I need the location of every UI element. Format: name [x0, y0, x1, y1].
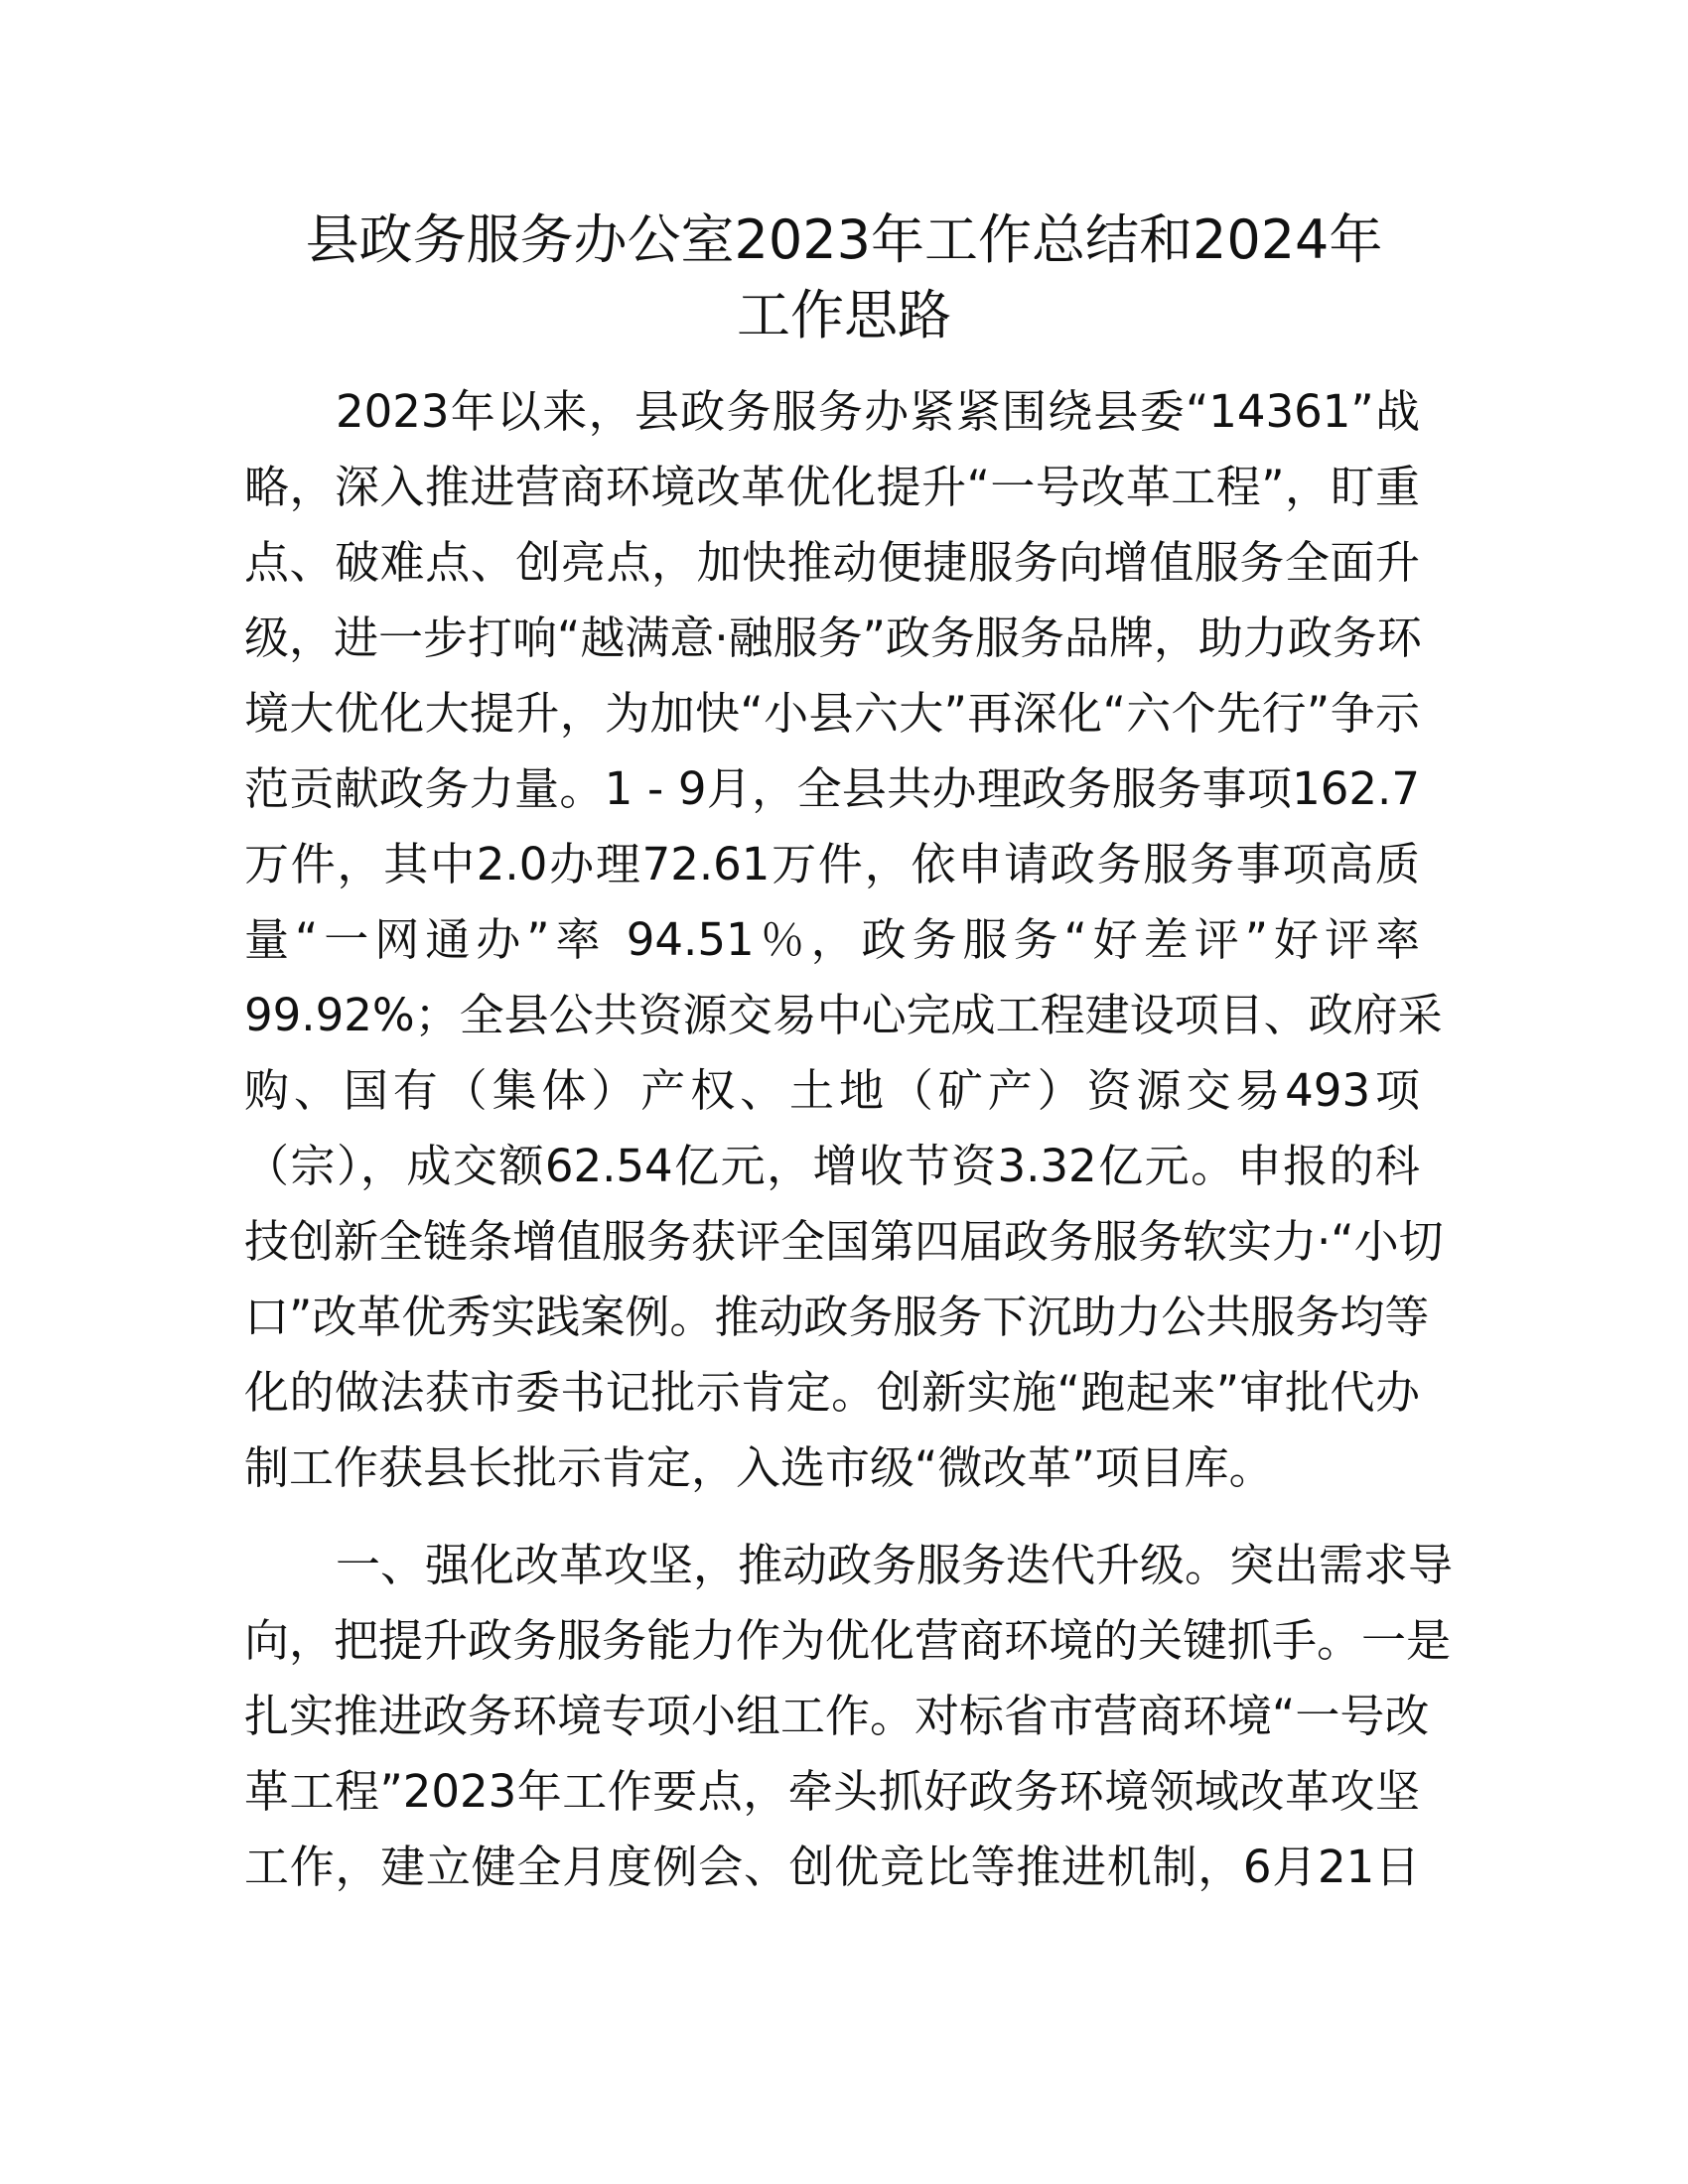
paragraph-reform	[244, 1528, 1454, 1905]
text-line: 2023年以来，县政务服务办紧紧围绕县委“14361”战	[336, 385, 1420, 438]
text-line: 万件，其中2.0办理72.61万件，依申请政务服务事项高质	[244, 838, 1420, 890]
text-line: 购、国有（集体）产权、土地（矿产）资源交易493项	[244, 1064, 1420, 1117]
text-line: 范贡献政务力量。1 - 9月，全县共办理政务服务事项162.7	[244, 762, 1420, 815]
text-line: 工作，建立健全月度例会、创优竞比等推进机制，6月21日	[244, 1841, 1420, 1893]
paragraph-summary	[244, 374, 1444, 1506]
text-line: 级，进一步打响“越满意·融服务”政务服务品牌，助力政务环	[244, 612, 1422, 664]
text-line: 量“一网通办”率 94.51％，政务服务“好差评”好评率	[244, 913, 1420, 966]
text-line: 一、强化改革攻坚，推动政务服务迭代升级。突出需求导	[336, 1539, 1454, 1591]
text-line: 革工程”2023年工作要点，牵头抓好政务环境领域改革攻坚	[244, 1765, 1420, 1818]
title-line: 工作思路	[737, 284, 951, 346]
text-line: 化的做法获市委书记批示肯定。创新实施“跑起来”审批代办	[244, 1366, 1420, 1419]
text-line: 99.92%；全县公共资源交易中心完成工程建设项目、政府采	[244, 989, 1443, 1041]
text-line: 向，把提升政务服务能力作为优化营商环境的关键抓手。一是	[244, 1614, 1452, 1667]
text-line: 制工作获县长批示肯定，入选市级“微改革”项目库。	[244, 1441, 1274, 1494]
text-line: 略，深入推进营商环境改革优化提升“一号改革工程”，盯重	[244, 461, 1420, 513]
text-line: 口”改革优秀实践案例。推动政务服务下沉助力公共服务均等	[244, 1291, 1430, 1343]
title-line: 县政务服务办公室2023年工作总结和2024年	[305, 208, 1383, 271]
text-line: 点、破难点、创亮点，加快推动便捷服务向增值服务全面升	[244, 536, 1420, 589]
text-line: 扎实推进政务环境专项小组工作。对标省市营商环境“一号改	[244, 1690, 1430, 1742]
text-line: 技创新全链条增值服务获评全国第四届政务服务软实力·“小切	[244, 1215, 1444, 1268]
document-title	[199, 203, 1489, 353]
text-line: （宗），成交额62.54亿元，增收节资3.32亿元。申报的科	[244, 1140, 1420, 1192]
text-line: 境大优化大提升，为加快“小县六大”再深化“六个先行”争示	[244, 687, 1420, 740]
